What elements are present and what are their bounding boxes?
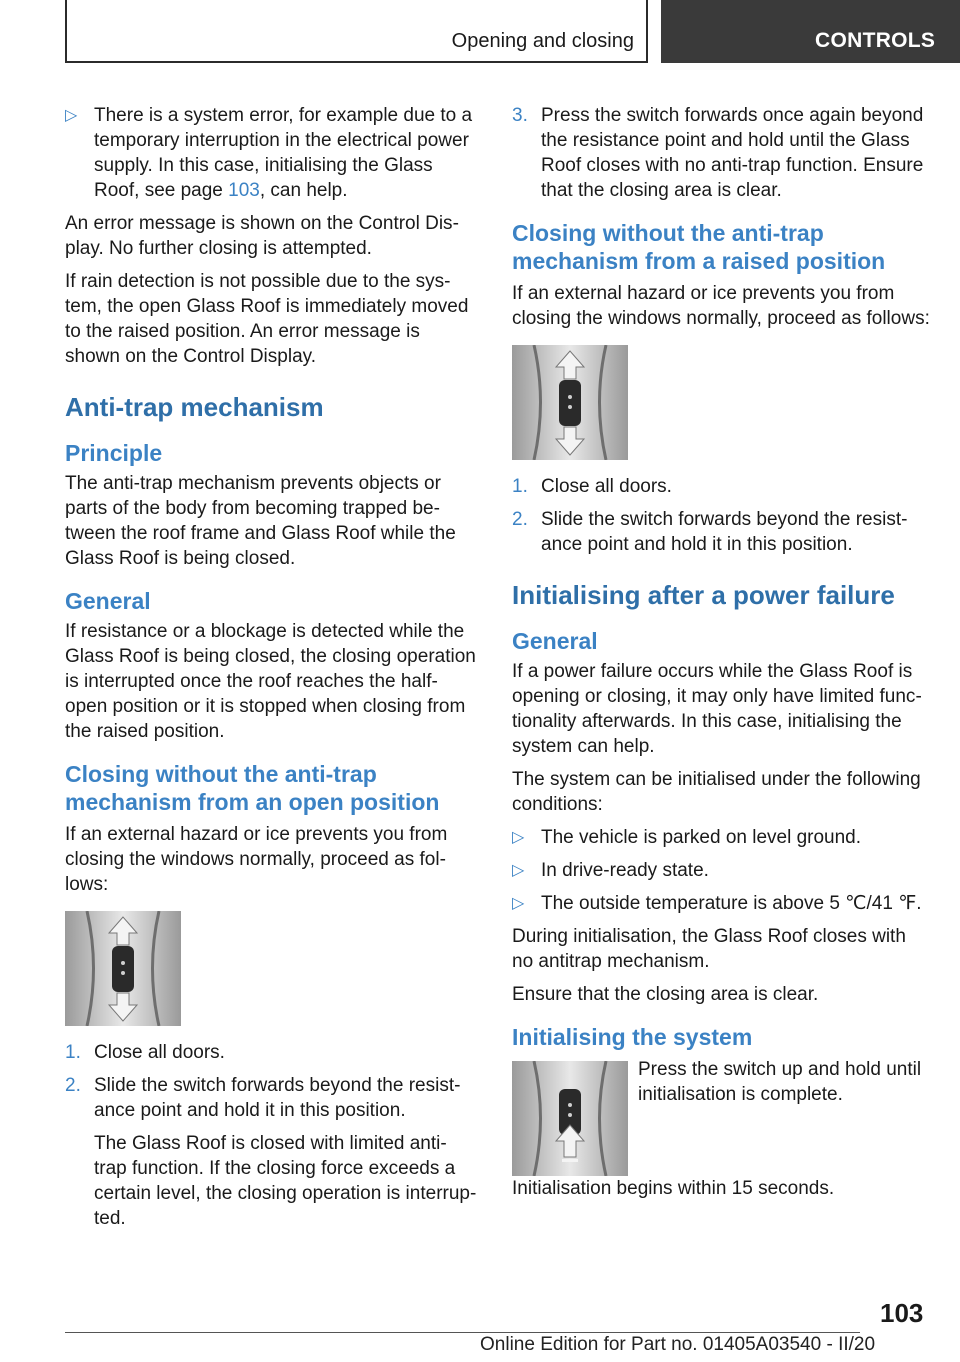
section-heading: Initialising after a power failure — [512, 580, 895, 610]
paragraph: During initialisation, the Glass Roof closes with no antitrap mechanism. — [512, 926, 906, 972]
list-item: ▷ In drive-ready state. — [512, 860, 709, 881]
paragraph: If rain detection is not possible due to the system, the open Glass Roof is immediately moved to the raised position. An error message is shown on the Control Display. — [65, 271, 469, 367]
init-instruction — [512, 1057, 930, 1176]
triangle-bullet-icon: ▷ — [65, 107, 78, 124]
subsection-heading: Closing without the anti‐trap mechanism from an open position — [65, 761, 440, 815]
paragraph: If an external hazard or ice prevents you from closing the windows normally, proceed as follows: — [65, 824, 448, 895]
triangle-bullet-icon: ▷ — [512, 862, 525, 879]
list-item: 2. Slide the switch forwards beyond the resistance point and hold it in this position. — [512, 509, 908, 555]
list-item: 1. Close all doors. — [512, 476, 672, 497]
paragraph: If an external hazard or ice prevents you from closing the windows normally, proceed as follows: — [512, 283, 930, 329]
switch-forward-illustration — [512, 345, 628, 460]
section-heading: Anti‐trap mechanism — [65, 392, 324, 422]
footer-edition: Online Edition for Part no. 01405A03540 - II/20 — [480, 1334, 876, 1355]
paragraph: If a power failure occurs while the Glass Roof is opening or closing, it may only have limited functionality afterwards. In this case, initialising the system can help. — [512, 661, 922, 757]
list-item: 2. Slide the switch forwards beyond the resistance point and hold it in this position. — [65, 1075, 461, 1121]
header-section-title: Opening and closing — [451, 30, 634, 52]
paragraph: If resistance or a blockage is detected while the Glass Roof is being closed, the closing operation is interrupted once the roof reaches the half-open position or it is stopped when closing from the raised position. — [65, 621, 476, 742]
paragraph: Initialisation begins within 15 seconds. — [512, 1178, 835, 1199]
switch-forward-illustration — [65, 911, 181, 1026]
header-chapter-tab: CONTROLS — [661, 0, 960, 63]
list-item: 3. Press the switch forwards once again beyond the resistance point and hold until the Glass Roof closes with no anti-trap function. Ensure that the closing area is clear. — [512, 105, 924, 201]
page-link[interactable]: 103 — [228, 180, 260, 201]
subsection-heading: Initialising the system — [512, 1024, 753, 1050]
subsection-heading: General — [65, 588, 151, 614]
paragraph: Press the switch up and hold until initialisation is complete. — [638, 1059, 922, 1105]
paragraph: An error message is shown on the Control Display. No further closing is attempted. — [65, 213, 459, 259]
list-item: 1. Close all doors. — [65, 1042, 225, 1063]
right-column — [512, 103, 930, 1209]
paragraph: The system can be initialised under the following conditions: — [512, 769, 921, 815]
subsection-heading: Closing without the anti‐trap mechanism from a raised position — [512, 220, 886, 274]
paragraph: The Glass Roof is closed with limited anti-trap function. If the closing force exceeds a certain level, the closing operation is interrupted. — [94, 1133, 477, 1229]
page-number: 103 — [880, 1298, 924, 1328]
switch-up-illustration — [512, 1061, 628, 1176]
paragraph: The anti-trap mechanism prevents objects or parts of the body from becoming trapped between the roof frame and Glass Roof while the Glass Roof is being closed. — [65, 473, 456, 569]
paragraph: Ensure that the closing area is clear. — [512, 984, 819, 1005]
triangle-bullet-icon: ▷ — [512, 895, 525, 912]
subsection-heading: Principle — [65, 440, 163, 466]
footer-divider — [65, 1332, 860, 1333]
list-item: ▷ The vehicle is parked on level ground. — [512, 827, 862, 848]
subsection-heading: General — [512, 628, 598, 654]
list-item: ▷ The outside temperature is above 5 ℃/41 ℉. — [512, 893, 922, 914]
triangle-bullet-icon: ▷ — [512, 829, 525, 846]
left-column — [65, 103, 477, 1239]
list-item: ▷ There is a system error, for example due to a temporary interruption in the electrical power supply. In this case, initialising the Glass Roof, see page 103, can help. — [65, 105, 473, 201]
